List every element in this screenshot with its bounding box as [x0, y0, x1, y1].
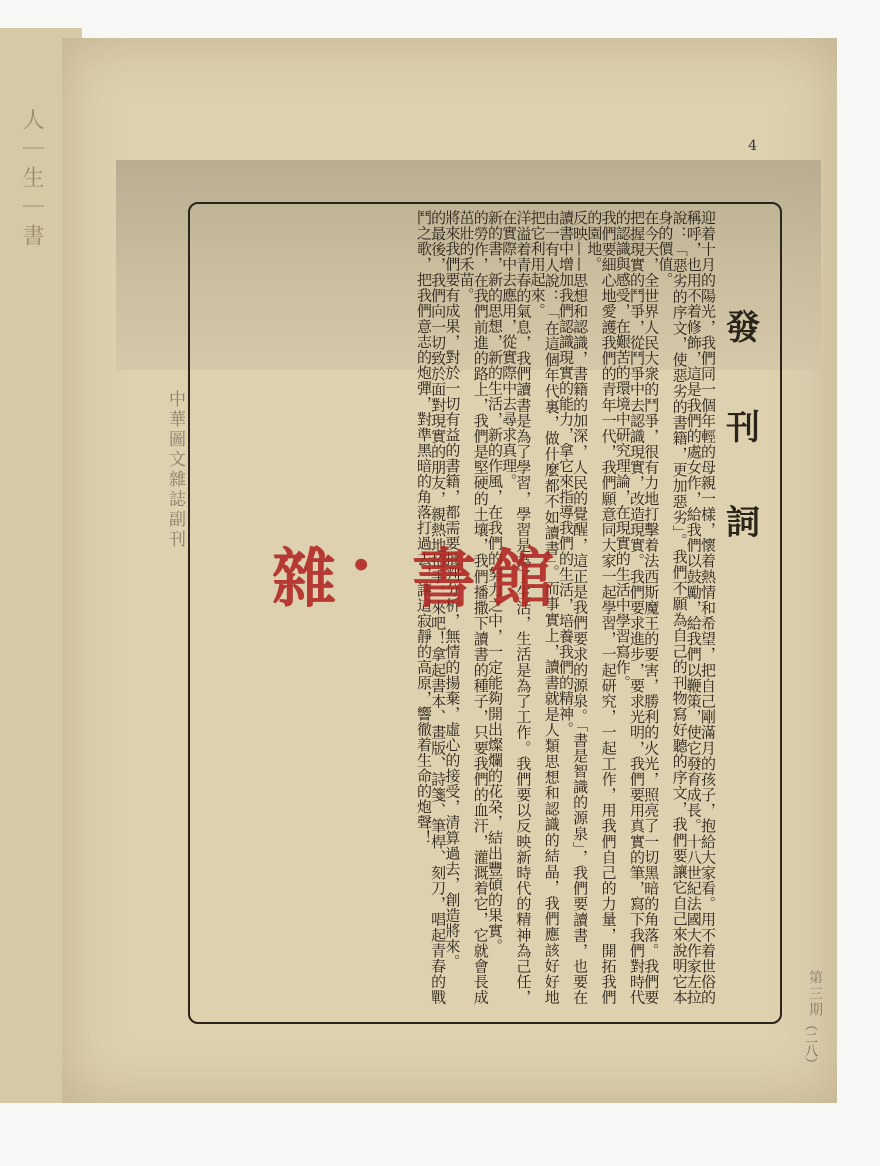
- body-paragraph: 我們要細心地愛護我們的青年一代，我們願意同大家一起學習，一起研究，一起工作，用我們自己的力量，開拓我們的園地。: [585, 210, 618, 1005]
- library-watermark-stamp: [272, 528, 572, 617]
- body-paragraph: 反映——思想和認識，書籍的加深，人民的覺醒，這正是我們要求的源泉。「書是智識的源泉」，我們要讀書，也要在讀書中增加我們認識現實的能力，拿它來指導我們的生活，培養我們的精神。: [556, 210, 590, 1005]
- body-paragraph: 將來我們要有成果，對於一切有益的書籍，都需要批判分析，無情的揚棄，虛心的接受，清算過去，創造將來。: [443, 210, 462, 970]
- stamp-char-3: 館: [490, 542, 554, 617]
- body-paragraph: 的勞作，在我們前進的路上，我們是堅硬的土壤，我們播撒下讀書的種子，只要我們的血汗，灌溉着它，它就會長成茁壯的禾苗。: [457, 210, 490, 1005]
- stamp-char-1: 雜: [272, 542, 336, 617]
- previous-page-text: 人 ｜ 生 ｜ 書: [19, 108, 44, 246]
- heading-char-2: 刊: [726, 408, 760, 448]
- body-paragraph: 新的書，新的思想，新的生活，新的作風，在我們的努力之中，一定能夠開出燦爛的花朶，結出豐碩的果實。: [485, 210, 504, 954]
- heading-char-3: 詞: [726, 503, 760, 543]
- page-number: 4: [748, 138, 757, 154]
- side-title: 中華圖文雜誌副刊: [165, 390, 185, 550]
- article-heading: [710, 300, 780, 590]
- side-issue-label: 第三期: [807, 970, 823, 1018]
- body-paragraph: 的最後，我們向一切致於面對現實的朋友，親熱地招手。來吧！拿起書本、畫版、詩箋、筆桿、刻刀，唱起青春的戰鬥之歌，把我們意志的炮彈，對準黑暗的角落打過去，讓這寂靜的高原，響徹着生命的炮聲！: [414, 210, 448, 1005]
- heading-char-1: 發: [726, 308, 760, 348]
- stamp-char-2: 書: [412, 542, 476, 617]
- body-paragraph: 在今天，全世界人民大衆的鬥爭，很有力地打擊着法西斯魔王的要害，勝利的火光，照亮了一切黑暗的角落。我們要把握現實的鬥爭，從鬥爭中去認識現實，改造現實。我們要求進步，要求光明，我們要用真實的筆，寫下我們對時代的認識與感受，在艱苦的環境中研究理論，在現實的生活中學習寫作。: [613, 210, 661, 1005]
- body-paragraph: 由一有人說：「在這個年代裏，做什麼都不如讀書」。而事實上，讀書就是人類思想和認識的結晶，我們應該好好地把它利用起來。: [528, 210, 561, 1005]
- folio-number: （二八）: [802, 1018, 817, 1070]
- body-paragraph: 洋溢着青春的氣息，我們讀書是為了學習，學習是為了生活，生活是為了工作。我們要以反映新時代的精神為己任，在實際中去應用，從實際中去尋求真理。: [500, 210, 533, 1005]
- body-paragraph: 迎着十月的陽光，我們同一個年輕的母親一樣，懷着熱情和希望，把自己剛滿月的孩子，抱給大家看。用不着世俗的稱呼，也用不着修飾，這是我們的處女作，給我們以鼓勵，給我們以鞭策，使它發育成長。十八世紀法國大作家左拉說：「惡劣的序文，使惡劣的書籍，更加惡劣」。我們不願為自己的刊物寫好聽的序文，我們要讓它自己來說明它本身的價值。: [656, 210, 717, 1005]
- stamp-dot: ·: [350, 528, 373, 603]
